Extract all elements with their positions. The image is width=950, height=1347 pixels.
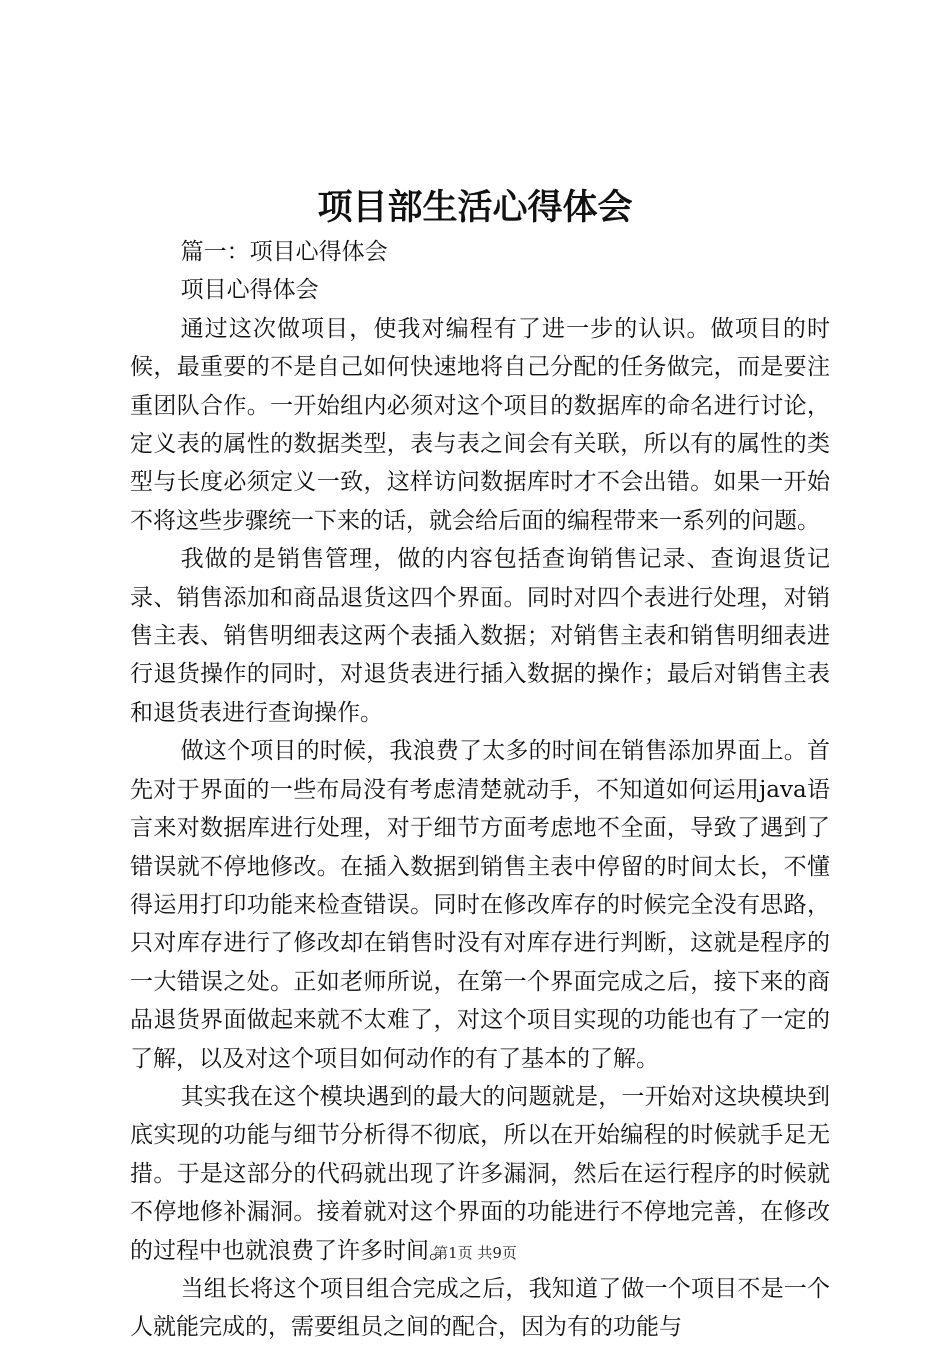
body-paragraph: 我做的是销售管理，做的内容包括查询销售记录、查询退货记录、销售添加和商品退货这四个界面。同时对四个表进行处理，对销售主表、销售明细表这两个表插入数据；对销售主表和销售明细表进行退货操作的同时，对退货表进行插入数据的操作；最后对销售主表和退货表进行查询操作。 bbox=[130, 546, 830, 726]
body-paragraph: 当组长将这个项目组合完成之后，我知道了做一个项目不是一个人就能完成的，需要组员之间的配合，因为有的功能与 bbox=[130, 1275, 830, 1341]
body-paragraph: 通过这次做项目，使我对编程有了进一步的认识。做项目的时候，最重要的不是自己如何快速地将自己分配的任务做完，而是要注重团队合作。一开始组内必须对这个项目的数据库的命名进行讨论，定义表的属性的数据类型，表与表之间会有关联，所以有的属性的类型与长度必须定义一致，这样访问数据库时才不会出错。如果一开始不将这些步骤统一下来的话，就会给后面的编程带来一系列的问题。 bbox=[130, 315, 830, 534]
body-paragraph: 其实我在这个模块遇到的最大的问题就是，一开始对这块模块到底实现的功能与细节分析得不彻底，所以在开始编程的时候就手足无措。于是这部分的代码就出现了许多漏洞，然后在运行程序的时候就不停地修补漏洞。接着就对这个界面的功能进行不停地完善，在修改的过程中也就浪费了许多时间。 bbox=[130, 1083, 830, 1264]
section-heading: 篇一：项目心得体会 bbox=[180, 239, 388, 265]
document-body bbox=[130, 233, 830, 1347]
page-number-indicator: 第1页 共9页 bbox=[433, 1244, 517, 1262]
article-subtitle: 项目心得体会 bbox=[180, 277, 319, 304]
body-paragraph: 做这个项目的时候，我浪费了太多的时间在销售添加界面上。首先对于界面的一些布局没有考虑清楚就动手，不知道如何运用java语言来对数据库进行处理，对于细节方面考虑地不全面，导致了遇到了错误就不停地修改。在插入数据到销售主表中停留的时间太长，不懂得运用打印功能来检查错误。同时在修改库存的时候完全没有思路，只对库存进行了修改却在销售时没有对库存进行判断，这就是程序的一大错误之处。正如老师所说，在第一个界面完成之后，接下来的商品退货界面做起来就不太难了，对这个项目实现的功能也有了一定的了解，以及对这个项目如何动作的有了基本的了解。 bbox=[130, 738, 830, 1072]
page-footer bbox=[0, 1243, 950, 1263]
document-title: 项目部生活心得体会 bbox=[317, 187, 633, 228]
